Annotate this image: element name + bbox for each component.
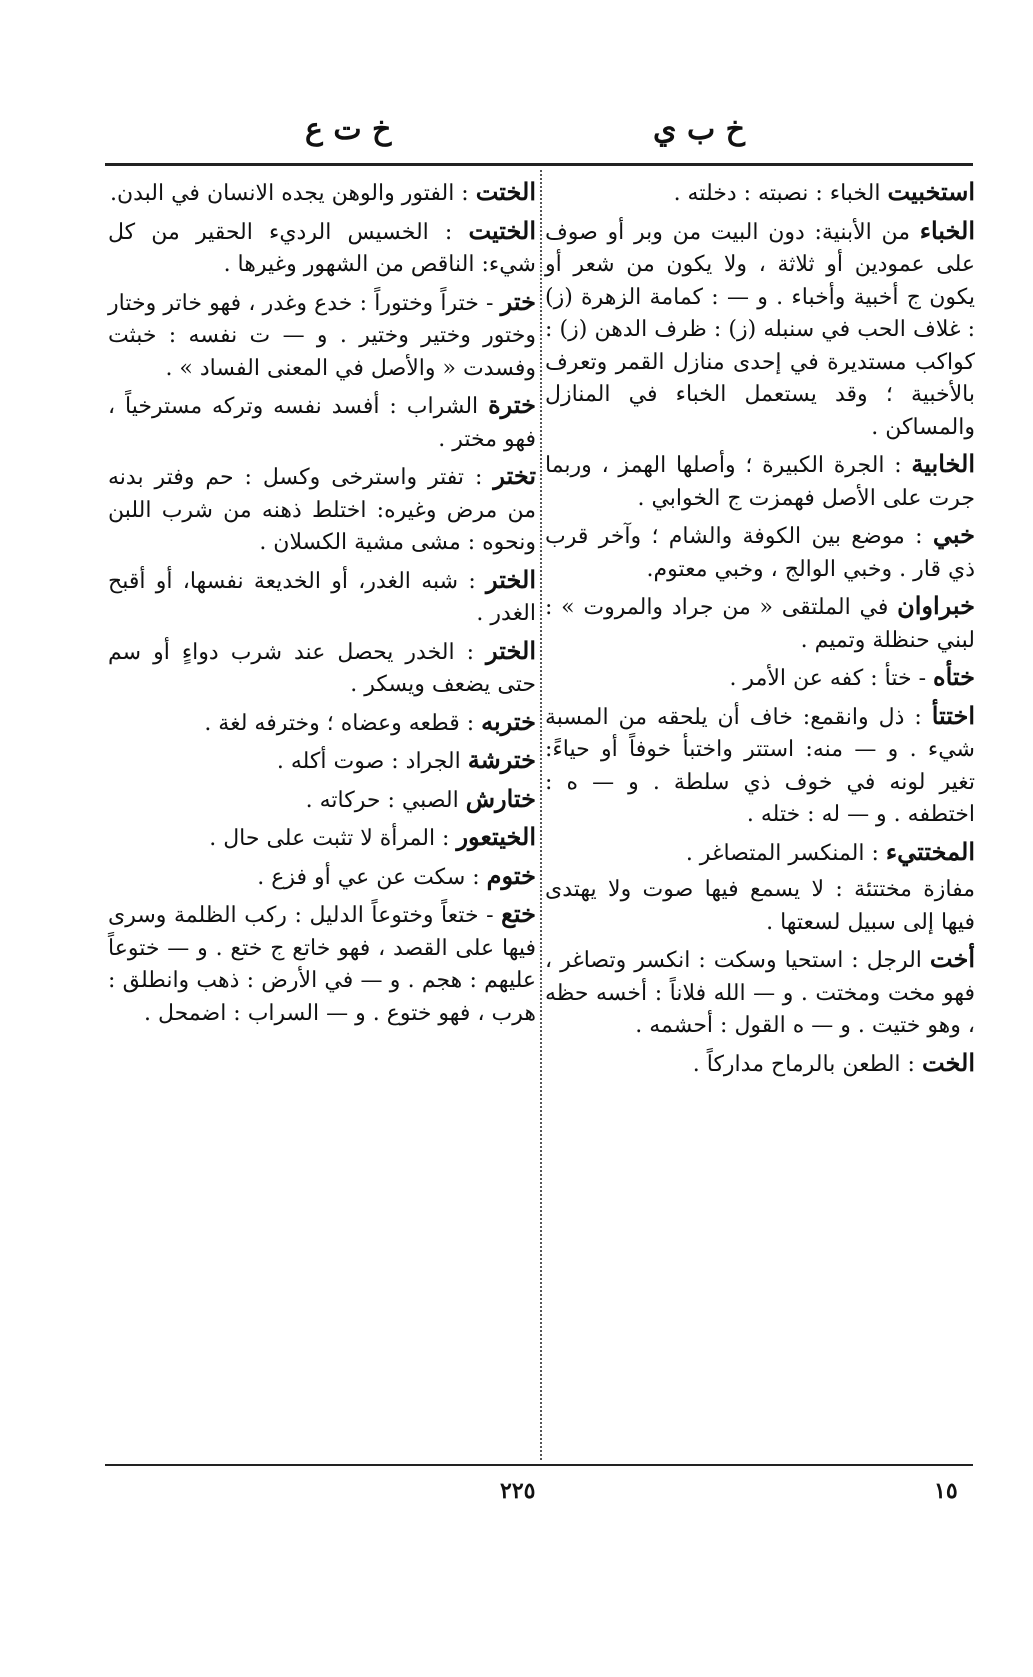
footer-rule: [105, 1464, 973, 1466]
entry-headword: تختر: [493, 461, 536, 490]
entry-definition: : الجرة الكبيرة ؛ وأصلها الهمز ، وربما جرت على الأصل فهمزت ج الخوابي .: [545, 453, 975, 511]
header-left-root: خ ت ع: [305, 112, 392, 147]
entry-headword: الختر: [486, 635, 536, 665]
dictionary-entry: [108, 860, 536, 895]
dictionary-entry: [108, 898, 536, 1030]
dictionary-entry: [545, 874, 975, 939]
dictionary-entry: [545, 836, 975, 871]
entry-headword: خترة: [488, 390, 536, 419]
dictionary-entry: [545, 661, 975, 696]
entry-headword: الخيتعور: [456, 822, 536, 851]
entry-definition: : قطعه وعضاه ؛ وخترفه لغة .: [204, 710, 482, 736]
dictionary-entry: [108, 821, 536, 856]
entry-definition: الشراب : أفسد نفسه وتركه مسترخياً ، فهو مختر .: [108, 394, 536, 452]
entry-definition: من الأبنية: دون البيت من وبر أو صوف على عمودين أو ثلاثة ، ولا يكون من شعر أو يكون ج أخبية وأخباء . و — : كمامة الزهرة (ز) : غلاف الحب في سنبله (ز) : ظرف الدهن (ز) : كواكب مستديرة في إحدى منازل القمر وتعرف بالأخبية ؛ وقد يستعمل الخباء في المنازل والمساكن .: [545, 219, 975, 440]
header-right-root: خ ب ي: [653, 112, 745, 147]
entry-headword: الخت: [921, 1047, 975, 1077]
page-number: ٢٢٥: [500, 1478, 536, 1504]
dictionary-entry: [545, 590, 975, 657]
entry-definition: : الفتور والوهن يجده الانسان في البدن.: [109, 181, 476, 206]
entry-definition: الجراد : صوت أكله .: [276, 749, 468, 774]
dictionary-entry: [108, 744, 536, 779]
dictionary-entry: [108, 215, 536, 282]
entry-headword: خترشة: [467, 745, 536, 774]
entry-headword: استخبيت: [887, 177, 975, 206]
dictionary-entry: [545, 448, 975, 515]
entry-definition: - ختأ : كفه عن الأمر .: [729, 666, 934, 691]
entry-definition: : المنكسر المتصاغر .: [685, 840, 886, 866]
header-rule: [105, 163, 973, 166]
dictionary-entry: [108, 635, 536, 702]
entry-definition: : تفتر واسترخى وكسل : حم وفتر بدنه من مرض وغيره: اختلط ذهنه من شرب اللبن ونحوه : مشى مشية الكسلان .: [108, 465, 536, 555]
dictionary-entry: [108, 286, 536, 386]
dictionary-entry: [108, 389, 536, 456]
entry-headword: ختأه: [933, 662, 975, 691]
column-divider: [540, 170, 542, 1460]
dictionary-entry: [545, 176, 975, 211]
entry-definition: : سكت عن عي أو فزع .: [257, 864, 487, 890]
dictionary-entry: [545, 215, 975, 445]
dictionary-entry: [545, 700, 975, 832]
entry-definition: : موضع بين الكوفة والشام ؛ وآخر قرب ذي قار . وخبي الوالج ، وخبي معتوم.: [545, 524, 975, 582]
dictionary-entry: [108, 706, 536, 741]
entry-definition: في الملتقى « من جراد والمروت » : لبني حنظلة وتميم .: [545, 595, 975, 653]
entry-definition: : الطعن بالرماح مداركاً .: [692, 1051, 922, 1077]
left-column: [108, 176, 536, 1446]
dictionary-entry: [545, 1047, 975, 1082]
entry-definition: : ذل وانقمع: خاف أن يلحقه من المسبة شيء . و — منه: استتر واختبأ خوفاً أو حياءً: تغير لونه في خوف ذي سلطة . و — ه : اختطفه . و — له : ختله .: [545, 704, 975, 827]
entry-definition: - ختراً وختوراً : خدع وغدر ، فهو خاتر وختار وختور وختير وختير . و — ت نفسه : خبثت وفسدت « والأصل في المعنى الفساد » .: [108, 290, 536, 381]
dictionary-entry: [108, 783, 536, 818]
dictionary-entry: [545, 519, 975, 586]
right-column: [545, 176, 975, 1446]
entry-headword: الخابية: [911, 449, 975, 478]
entry-headword: ختر: [500, 286, 536, 316]
signature-number: ١٥: [934, 1478, 958, 1504]
entry-definition: : الخسيس الرديء الحقير من كل شيء: الناقص من الشهور وغيرها .: [108, 219, 536, 277]
entry-headword: ختوم: [486, 860, 536, 890]
dictionary-entry: [108, 176, 536, 211]
entry-headword: الختيت: [468, 215, 536, 245]
entry-headword: ختع: [501, 899, 536, 928]
entry-definition: : شبه الغدر، أو الخديعة نفسها، أو أقبح الغدر .: [108, 568, 536, 626]
dictionary-entry: [108, 460, 536, 560]
entry-headword: اختتأ: [931, 700, 975, 730]
entry-headword: الختت: [475, 177, 536, 206]
dictionary-entry: [545, 943, 975, 1043]
entry-definition: : الخدر يحصل عند شرب دواءٍ أو سم حتى يضعف ويسكر .: [108, 639, 536, 697]
entry-definition: الخباء : نصبته : دخلته .: [673, 181, 888, 206]
entry-definition: مفازة مختتئة : لا يسمع فيها صوت ولا يهتدى فيها إلى سبيل لسعتها .: [545, 877, 975, 935]
entry-headword: أخت: [929, 944, 975, 973]
entry-headword: ختربه: [481, 706, 536, 736]
entry-headword: المختتيء: [885, 836, 975, 866]
entry-definition: الرجل : استحيا وسكت : انكسر وتصاغر ، فهو مخت ومختت . و — الله فلاناً : أخسه حظه ، وهو ختيت . و — ه القول : أحشمه .: [545, 948, 975, 1038]
page-header: [105, 112, 975, 156]
dictionary-entry: [108, 564, 536, 631]
entry-headword: الخباء: [919, 215, 975, 245]
entry-headword: الختر: [486, 564, 536, 594]
entry-definition: : المرأة لا تثبت على حال .: [209, 826, 457, 851]
entry-headword: خبراوان: [897, 591, 975, 620]
entry-headword: خبي: [932, 520, 975, 549]
entry-headword: ختارش: [465, 783, 536, 813]
entry-definition: - ختعاً وختوعاً الدليل : ركب الظلمة وسرى فيها على القصد ، فهو خاتع ج ختع . و — ختوعاً عليهم : هجم . و — في الأرض : ذهب وانطلق : هرب ، فهو ختوع . و — السراب : اضمحل .: [108, 903, 536, 1026]
entry-definition: الصبي : حركاته .: [305, 787, 466, 813]
